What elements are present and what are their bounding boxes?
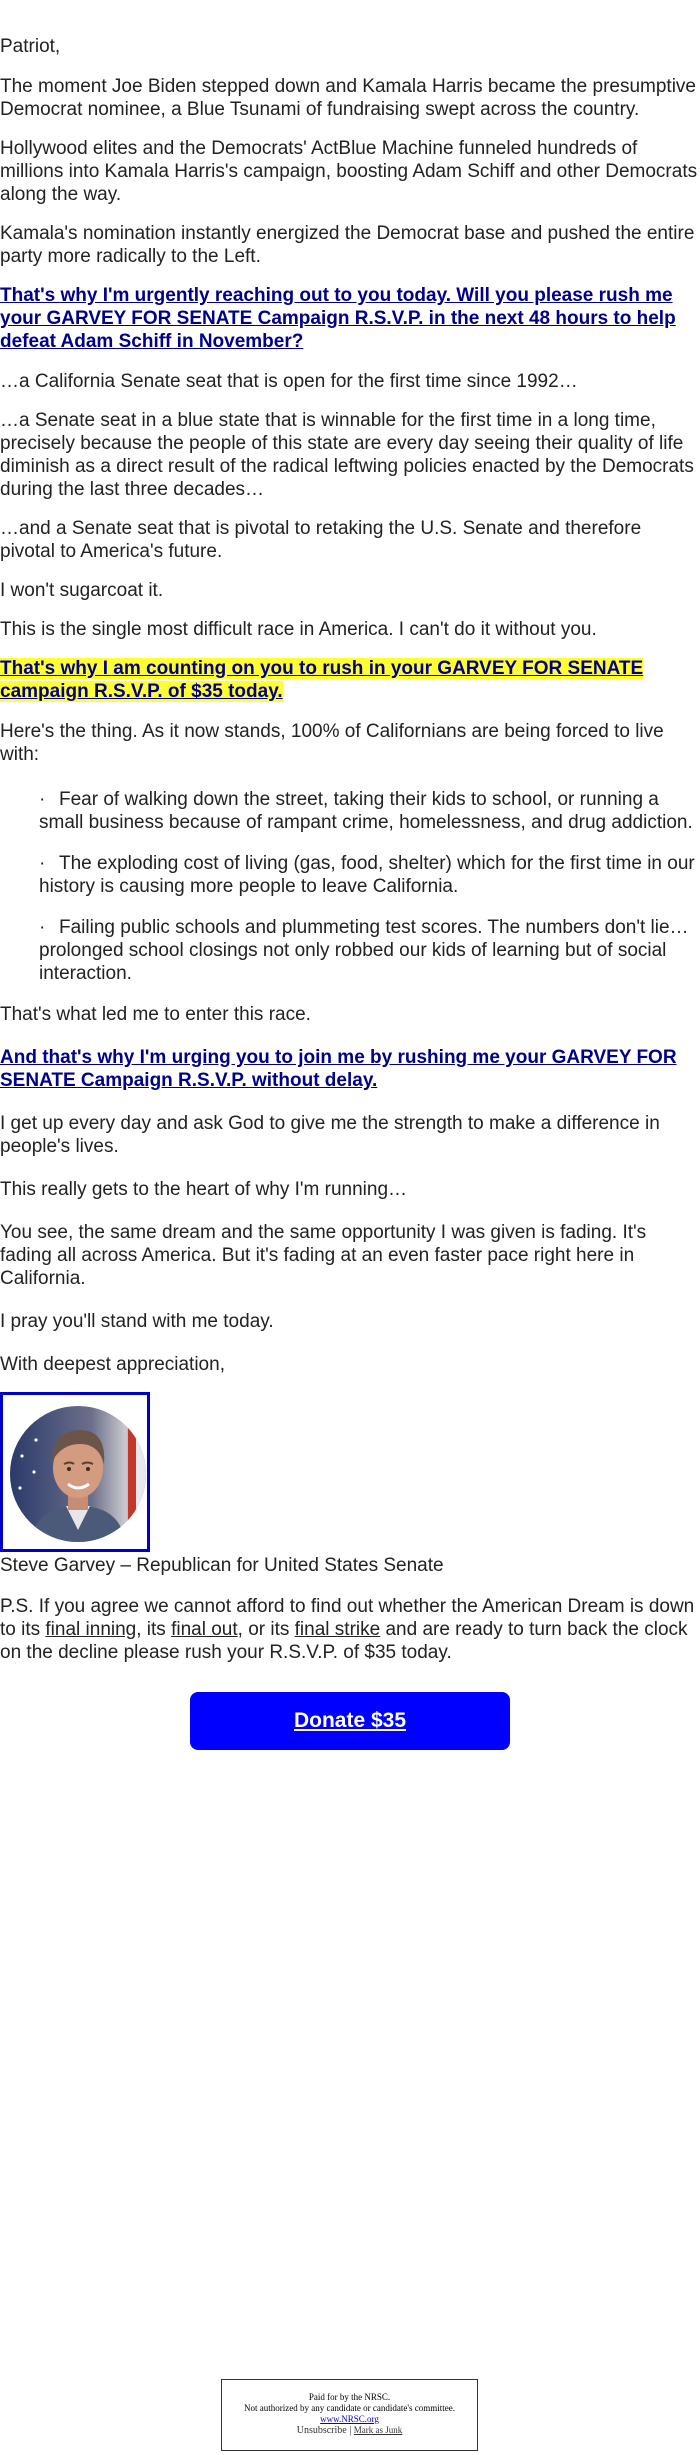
ps-text-d: and are ready to turn back the clock on the decline please rush your R.S.V.P. of $35 today. — [0, 1619, 688, 1663]
bullet-marker: · — [39, 789, 46, 810]
paragraph-7: I won't sugarcoat it. — [0, 580, 164, 601]
paragraph-14: I pray you'll stand with me today. — [0, 1311, 274, 1332]
ps-text-a: P.S. If you agree we cannot afford to find out whether the American Dream is down to its — [0, 1596, 695, 1640]
paragraph-5: …a Senate seat in a blue state that is winnable for the first time in a long time, precisely because the people of this state are every day seeing their quality of life diminish as a direct result of the radical leftwing policies enacted by the Democrats during the last three decades… — [0, 410, 694, 500]
bullet-marker: · — [39, 917, 46, 938]
closing: With deepest appreciation, — [0, 1354, 225, 1375]
cta-link-rsvp-35-highlighted[interactable]: That's why I am counting on you to rush in your GARVEY FOR SENATE campaign R.S.V.P. of $35 today. — [0, 658, 644, 702]
paragraph-13: You see, the same dream and the same opportunity I was given is fading. It's fading all across America. But it's fading at an even faster pace right here in California. — [0, 1222, 647, 1289]
paragraph-4: …a California Senate seat that is open for the first time since 1992… — [0, 371, 578, 392]
footer-separator: | — [349, 2425, 352, 2436]
paragraph-2: Hollywood elites and the Democrats' ActBlue Machine funneled hundreds of millions into Kamala Harris's campaign, boosting Adam Schiff and other Democrats along the way. — [0, 138, 698, 205]
ps-final-inning: final inning — [45, 1619, 137, 1640]
footer-nrsc-link[interactable]: www.NRSC.org — [320, 2414, 379, 2424]
email-body — [0, 35, 700, 1750]
paragraph-11: I get up every day and ask God to give me the strength to make a difference in people's lives. — [0, 1113, 660, 1157]
cta-2-container — [0, 657, 700, 703]
ps-final-out: final out — [171, 1619, 238, 1640]
ps-text-c: , or its — [237, 1619, 295, 1640]
paragraph-8: This is the single most difficult race in America. I can't do it without you. — [0, 619, 597, 640]
bullet-text: The exploding cost of living (gas, food, shelter) which for the first time in our history is causing more people to leave California. — [39, 853, 695, 897]
cta-link-rsvp-48-hours[interactable]: That's why I'm urgently reaching out to you today. Will you please rush me your GARVEY FOR SENATE Campaign R.S.V.P. in the next 48 hours to help defeat Adam Schiff in November? — [0, 285, 676, 352]
mark-as-junk-link[interactable]: Mark as Junk — [353, 2425, 403, 2435]
bullet-marker: · — [39, 853, 46, 874]
donate-button[interactable]: Donate $35 — [190, 1692, 510, 1750]
footer-not-authorized: Not authorized by any candidate or candidate's committee. — [243, 2403, 456, 2413]
footer-unsubscribe-row — [222, 2425, 477, 2436]
paragraph-3: Kamala's nomination instantly energized the Democrat base and pushed the entire party more radically to the Left. — [0, 223, 695, 267]
ps-text-b: , its — [136, 1619, 172, 1640]
paragraph-1: The moment Joe Biden stepped down and Kamala Harris became the presumptive Democrat nominee, a Blue Tsunami of fundraising swept across the country. — [0, 76, 696, 120]
donate-container — [0, 1692, 700, 1750]
cta-3-container — [0, 1046, 700, 1092]
footer-paid-for: Paid for by the NRSC. — [308, 2392, 391, 2402]
candidate-portrait-icon — [10, 1406, 146, 1542]
bullet-item — [39, 788, 700, 834]
postscript — [0, 1595, 700, 1664]
cta-1-container — [0, 284, 700, 353]
greeting: Patriot, — [0, 36, 61, 57]
cta-link-join-without-delay[interactable]: And that's why I'm urging you to join me by rushing me your GARVEY FOR SENATE Campaign R.S.V.P. without delay. — [0, 1047, 677, 1091]
paragraph-9: Here's the thing. As it now stands, 100% of Californians are being forced to live with: — [0, 721, 664, 765]
bullet-item — [39, 916, 700, 985]
candidate-photo — [10, 1406, 146, 1542]
ps-final-strike: final strike — [294, 1619, 381, 1640]
paragraph-6: …and a Senate seat that is pivotal to retaking the U.S. Senate and therefore pivotal to America's future. — [0, 518, 642, 562]
paragraph-12: This really gets to the heart of why I'm running… — [0, 1179, 408, 1200]
candidate-photo-frame — [0, 1392, 150, 1552]
bullet-text: Failing public schools and plummeting test scores. The numbers don't lie… prolonged school closings not only robbed our kids of learning but of social interaction. — [39, 917, 689, 984]
footer-disclaimer — [221, 2379, 478, 2451]
signature-line: Steve Garvey – Republican for United States Senate — [0, 1555, 444, 1576]
bullet-item — [39, 852, 700, 898]
bullet-text: Fear of walking down the street, taking their kids to school, or running a small business because of rampant crime, homelessness, and drug addiction. — [39, 789, 693, 833]
unsubscribe-link[interactable]: Unsubscribe — [296, 2425, 347, 2436]
paragraph-10: That's what led me to enter this race. — [0, 1004, 311, 1025]
